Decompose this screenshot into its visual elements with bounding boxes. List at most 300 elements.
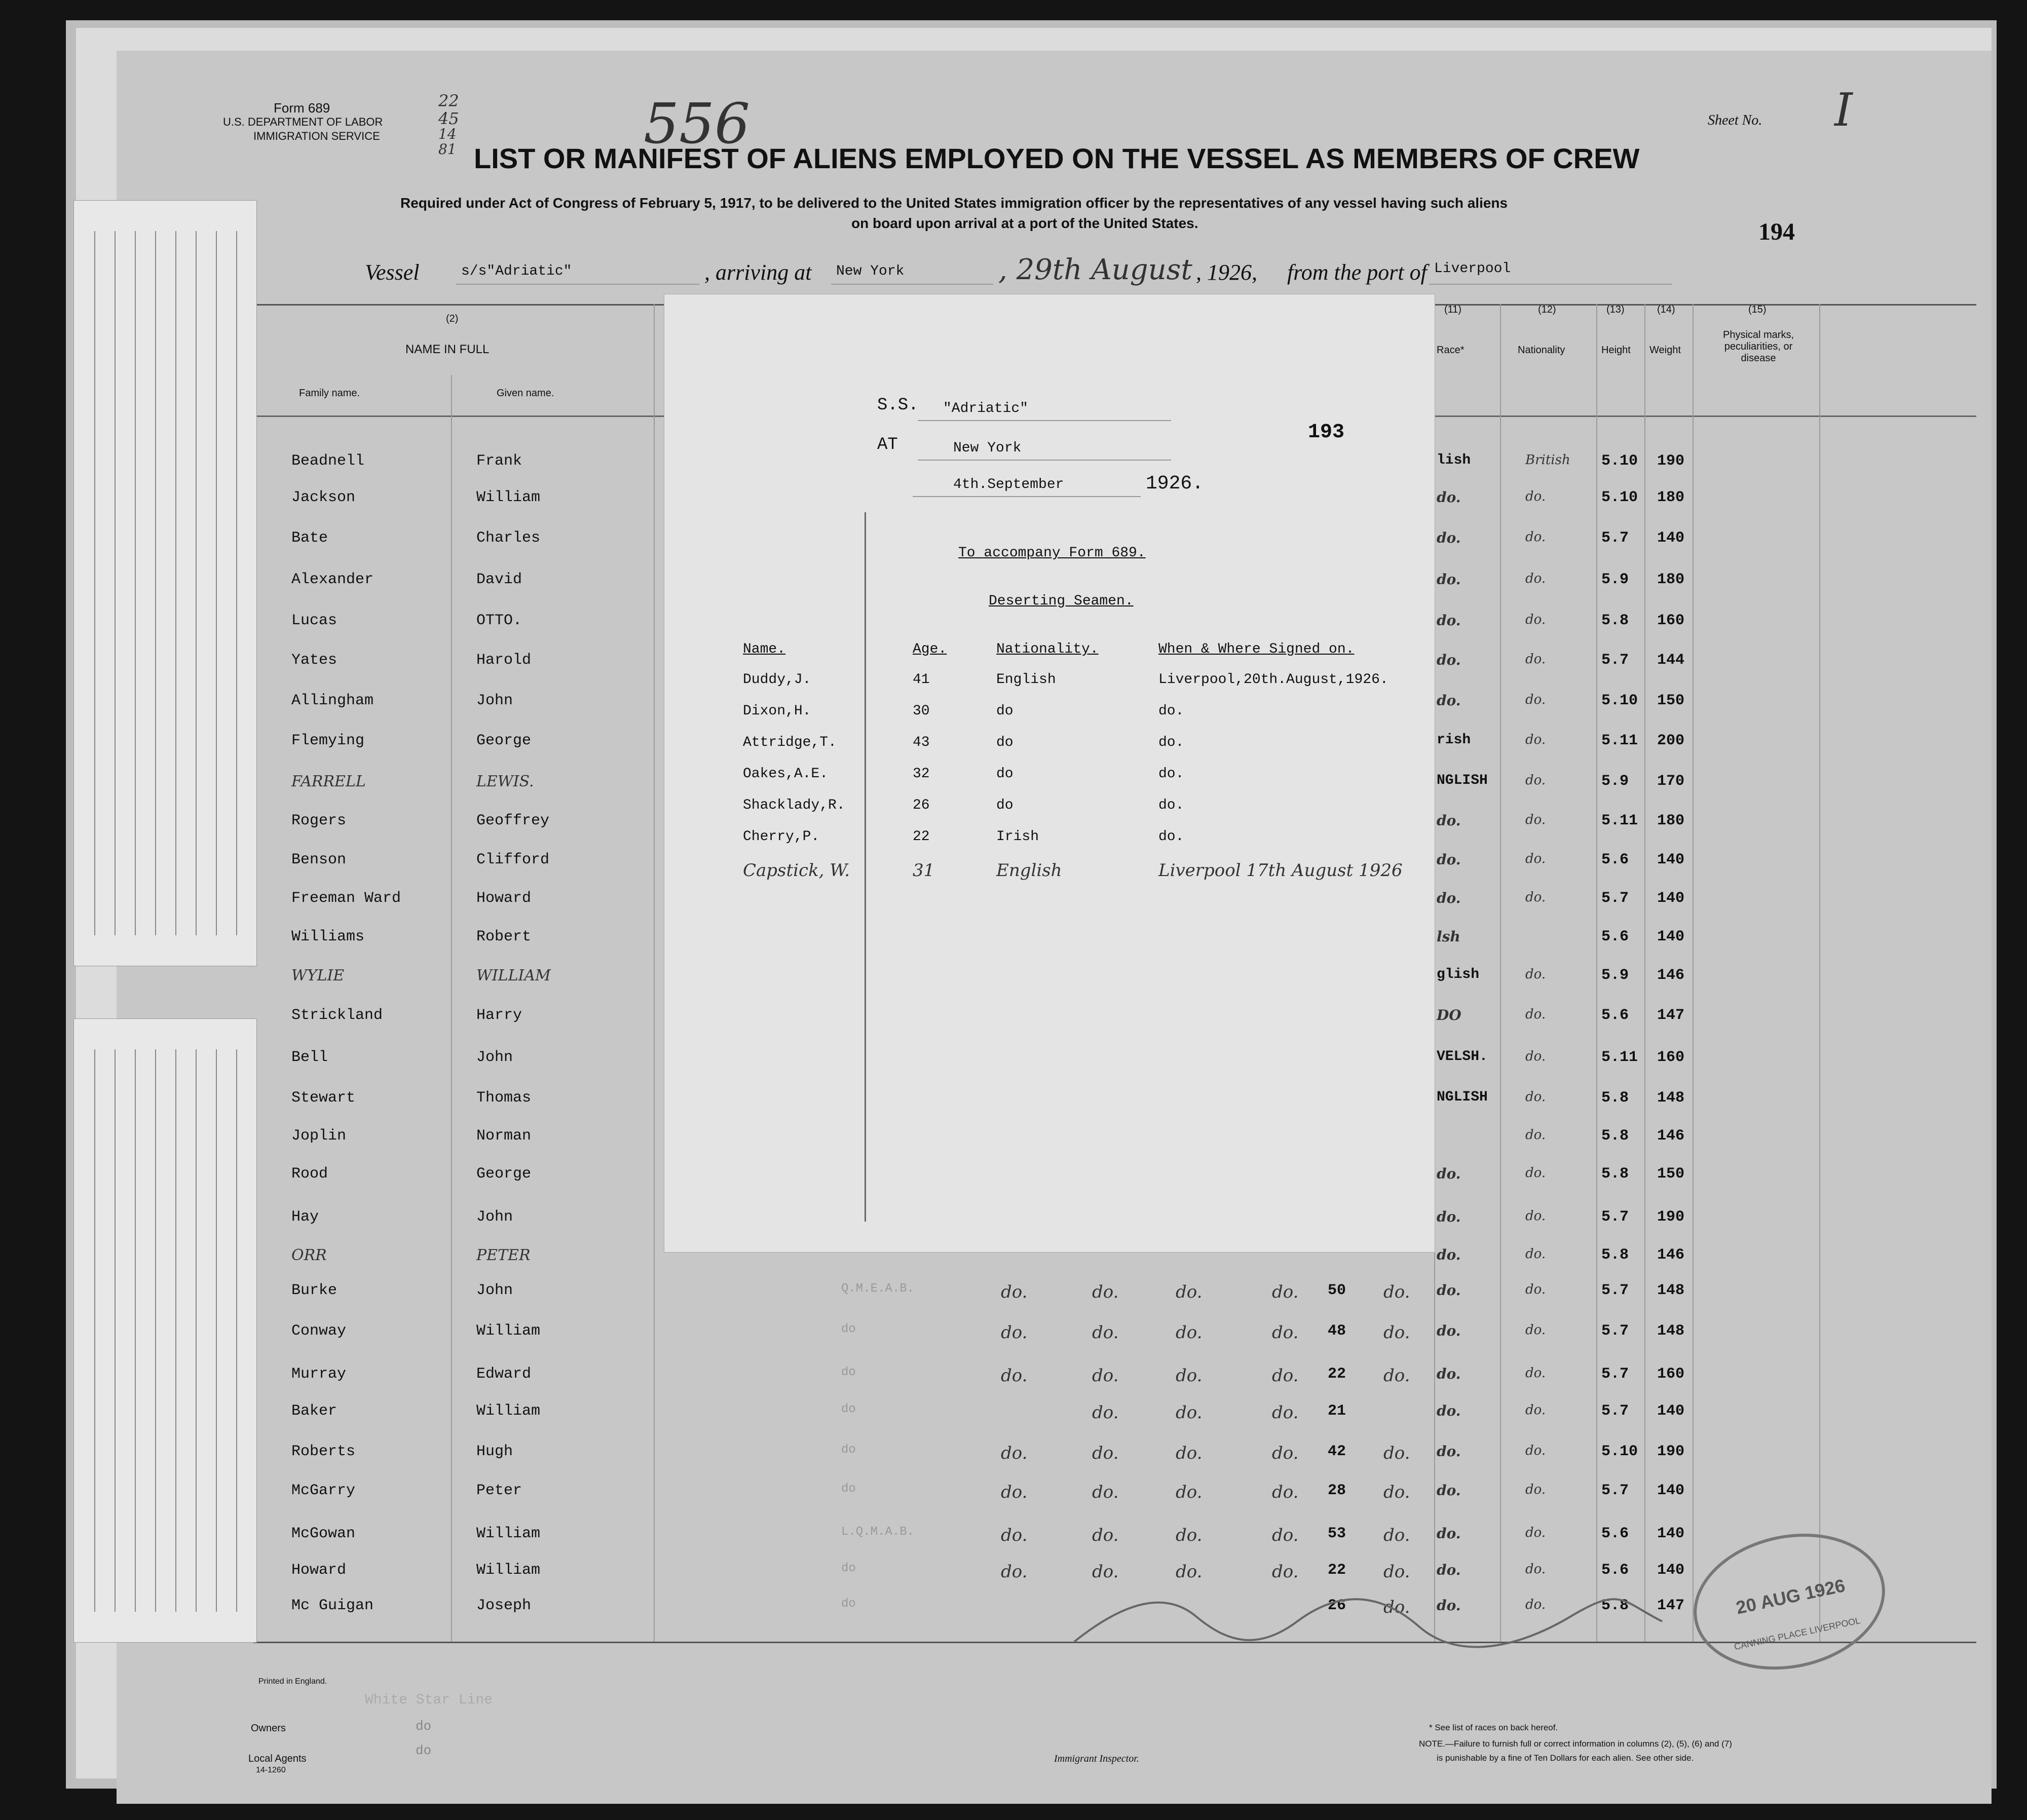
crew-family-name: Yates: [291, 652, 337, 669]
crew-height: 5.10: [1601, 692, 1638, 709]
slip-row-age: 31: [913, 860, 935, 881]
crew-position: L.Q.M.A.B.: [841, 1525, 915, 1539]
crew-weight: 147: [1657, 1007, 1685, 1024]
crew-nationality: do.: [1525, 1443, 1546, 1458]
slip-row-age: 43: [913, 735, 930, 750]
crew-shipped-date: do.: [1092, 1525, 1119, 1545]
crew-height: 5.8: [1601, 1246, 1629, 1264]
col-13-number: (13): [1606, 304, 1625, 315]
crew-race: do.: [1437, 1402, 1461, 1419]
crew-race: do.: [1437, 1562, 1461, 1578]
crew-height: 5.7: [1601, 1482, 1629, 1499]
slip-row-nationality: do: [996, 703, 1014, 719]
slip-number: 193: [1308, 421, 1345, 444]
agents-label: Local Agents: [248, 1753, 307, 1764]
crew-nationality: do.: [1525, 1246, 1546, 1262]
crew-column-8: do.: [1272, 1482, 1299, 1502]
slip-row-nationality: English: [996, 860, 1062, 881]
crew-nationality: do.: [1525, 612, 1546, 627]
vessel-label: Vessel: [365, 260, 420, 285]
crew-nationality: do.: [1525, 1402, 1546, 1418]
slip-row-when: do.: [1158, 798, 1184, 813]
crew-weight: 200: [1657, 732, 1685, 749]
crew-weight: 148: [1657, 1089, 1685, 1107]
crew-weight: 160: [1657, 612, 1685, 629]
left-folded-strip: [73, 200, 257, 966]
col-weight-header: Weight: [1649, 345, 1681, 356]
crew-weight: 160: [1657, 1049, 1685, 1066]
slip-row-name: Cherry,P.: [743, 829, 820, 845]
slip-row-name: Capstick, W.: [743, 860, 850, 881]
sheet-value: I: [1834, 84, 1853, 137]
crew-nationality: do.: [1525, 1089, 1546, 1105]
crew-position: do: [841, 1366, 856, 1379]
pencil-note-2: 45: [438, 109, 459, 128]
slip-heading: Deserting Seamen.: [989, 593, 1134, 609]
crew-height: 5.6: [1601, 1525, 1629, 1542]
crew-race: do.: [1437, 1443, 1461, 1460]
crew-shipped-date: do.: [1092, 1366, 1119, 1386]
crew-shipped-place: do.: [1001, 1482, 1028, 1502]
crew-given-name: Peter: [476, 1482, 522, 1499]
crew-weight: 146: [1657, 1127, 1685, 1145]
crew-column-10: do.: [1383, 1597, 1410, 1617]
col-11-number: (11): [1444, 304, 1462, 315]
service: IMMIGRATION SERVICE: [253, 130, 380, 142]
crew-height: 5.10: [1601, 452, 1638, 470]
crew-weight: 140: [1657, 890, 1685, 907]
arriving-label: , arriving at: [704, 260, 812, 285]
crew-position: do: [841, 1562, 856, 1575]
crew-column-10: do.: [1383, 1322, 1410, 1343]
crew-race: do.: [1437, 652, 1461, 668]
crew-race: do.: [1437, 1208, 1461, 1225]
crew-family-name: Beadnell: [291, 452, 365, 470]
crew-weight: 140: [1657, 851, 1685, 868]
crew-family-name: Joplin: [291, 1127, 347, 1145]
agent-do: do: [416, 1743, 432, 1758]
crew-nationality: do.: [1525, 890, 1546, 905]
owner-value: White Star Line: [365, 1692, 493, 1708]
slip-row-name: Dixon,H.: [743, 703, 811, 719]
crew-given-name: William: [476, 1562, 541, 1579]
crew-nationality: do.: [1525, 1322, 1546, 1338]
crew-column-8: do.: [1272, 1562, 1299, 1582]
crew-family-name: Rood: [291, 1165, 328, 1183]
crew-weight: 150: [1657, 1165, 1685, 1183]
form-code: 14-1260: [256, 1766, 286, 1774]
crew-weight: 160: [1657, 1366, 1685, 1383]
crew-race: do.: [1437, 692, 1461, 709]
crew-family-name: Mc Guigan: [291, 1597, 374, 1614]
crew-column-7: do.: [1176, 1562, 1203, 1582]
crew-column-10: do.: [1383, 1525, 1410, 1545]
col-12-number: (12): [1538, 304, 1556, 315]
stamp-label: CANNING PLACE LIVERPOOL: [1733, 1615, 1861, 1652]
slip-row-when: do.: [1158, 829, 1184, 845]
crew-family-name: Hay: [291, 1208, 319, 1226]
crew-column-8: do.: [1272, 1525, 1299, 1545]
crew-family-name: Benson: [291, 851, 347, 868]
arrival-year: , 1926,: [1196, 260, 1257, 285]
crew-nationality: do.: [1525, 1597, 1546, 1612]
slip-at-label: AT: [877, 435, 898, 454]
crew-position: do: [841, 1482, 856, 1496]
crew-given-name: William: [476, 1525, 541, 1542]
slip-row-age: 26: [913, 798, 930, 813]
col-family-header: Family name.: [299, 388, 360, 399]
crew-race: do.: [1437, 1246, 1461, 1263]
crew-race: do.: [1437, 571, 1461, 588]
races-note: * See list of races on back hereof.: [1429, 1723, 1558, 1732]
crew-race: lsh: [1437, 928, 1460, 945]
port-value: Liverpool: [1434, 261, 1511, 277]
slip-row-when: do.: [1158, 735, 1184, 750]
crew-race: do.: [1437, 529, 1461, 546]
crew-position: do: [841, 1402, 856, 1416]
crew-nationality: do.: [1525, 692, 1546, 707]
crew-given-name: WILLIAM: [476, 967, 551, 984]
crew-column-7: do.: [1176, 1366, 1203, 1386]
crew-family-name: FARRELL: [291, 773, 366, 790]
crew-family-name: Flemying: [291, 732, 365, 749]
form-subtitle-1: Required under Act of Congress of February 5, 1917, to be delivered to the United States immigration officer by the representatives of any vessel having such aliens: [400, 195, 1508, 211]
crew-shipped-date: do.: [1092, 1562, 1119, 1582]
crew-nationality: do.: [1525, 529, 1546, 545]
crew-height: 5.8: [1601, 1165, 1629, 1183]
crew-weight: 190: [1657, 452, 1685, 470]
crew-given-name: Charles: [476, 529, 541, 547]
slip-row-name: Shacklady,R.: [743, 798, 845, 813]
crew-weight: 146: [1657, 967, 1685, 984]
crew-age: 48: [1328, 1322, 1346, 1340]
crew-given-name: LEWIS.: [476, 773, 534, 790]
slip-accompany: To accompany Form 689.: [958, 545, 1146, 561]
crew-height: 5.9: [1601, 571, 1629, 588]
crew-column-10: do.: [1383, 1366, 1410, 1386]
form-number: Form 689: [274, 100, 330, 116]
crew-shipped-date: do.: [1092, 1402, 1119, 1423]
crew-column-8: do.: [1272, 1282, 1299, 1302]
crew-height: 5.8: [1601, 1089, 1629, 1107]
crew-nationality: do.: [1525, 1525, 1546, 1540]
slip-row-age: 41: [913, 672, 930, 688]
crew-family-name: McGowan: [291, 1525, 356, 1542]
crew-given-name: George: [476, 732, 532, 749]
crew-race: NGLISH: [1437, 1089, 1488, 1105]
crew-age: 28: [1328, 1482, 1346, 1499]
crew-race: do.: [1437, 1366, 1461, 1382]
crew-age: 21: [1328, 1402, 1346, 1420]
slip-row-nationality: English: [996, 672, 1056, 688]
crew-nationality: do.: [1525, 732, 1546, 747]
crew-race: do.: [1437, 1322, 1461, 1339]
crew-given-name: William: [476, 489, 541, 506]
crew-column-7: do.: [1176, 1402, 1203, 1423]
crew-given-name: David: [476, 571, 522, 588]
crew-age: 42: [1328, 1443, 1346, 1460]
crew-race: do.: [1437, 812, 1461, 829]
crew-race: do.: [1437, 612, 1461, 629]
crew-family-name: Lucas: [291, 612, 337, 629]
crew-family-name: Freeman Ward: [291, 890, 401, 907]
crew-shipped-place: do.: [1001, 1366, 1028, 1386]
crew-race: do.: [1437, 1525, 1461, 1542]
slip-row-when: do.: [1158, 703, 1184, 719]
crew-weight: 148: [1657, 1322, 1685, 1340]
col-race-header: Race*: [1437, 345, 1465, 356]
crew-nationality: do.: [1525, 489, 1546, 504]
crew-column-7: do.: [1176, 1443, 1203, 1463]
slip-row-age: 32: [913, 766, 930, 782]
crew-nationality: do.: [1525, 773, 1546, 788]
crew-nationality: do.: [1525, 571, 1546, 586]
crew-column-7: do.: [1176, 1482, 1203, 1502]
crew-nationality: do.: [1525, 652, 1546, 667]
crew-height: 5.9: [1601, 773, 1629, 790]
crew-nationality: do.: [1525, 1562, 1546, 1577]
crew-race: VELSH.: [1437, 1049, 1488, 1065]
crew-family-name: Allingham: [291, 692, 374, 709]
crew-race: do.: [1437, 1282, 1461, 1299]
crew-given-name: John: [476, 1049, 513, 1066]
slip-row-when: do.: [1158, 766, 1184, 782]
crew-family-name: Williams: [291, 928, 365, 945]
left-folded-strip-lower: [73, 1018, 257, 1643]
crew-column-10: do.: [1383, 1562, 1410, 1582]
crew-column-7: do.: [1176, 1322, 1203, 1343]
arrival-date: , 29th August: [998, 253, 1192, 286]
crew-nationality: do.: [1525, 1208, 1546, 1224]
crew-shipped-place: do.: [1001, 1322, 1028, 1343]
crew-nationality: do.: [1525, 1049, 1546, 1064]
fine-note-2: is punishable by a fine of Ten Dollars for each alien. See other side.: [1437, 1753, 1694, 1763]
fine-note-1: NOTE.—Failure to furnish full or correct information in columns (2), (5), (6) and (7): [1419, 1739, 1732, 1749]
crew-height: 5.10: [1601, 1443, 1638, 1460]
crew-nationality: do.: [1525, 812, 1546, 827]
crew-nationality: do.: [1525, 1165, 1546, 1181]
crew-position: do: [841, 1322, 856, 1336]
slip-row-name: Oakes,A.E.: [743, 766, 829, 782]
crew-height: 5.8: [1601, 612, 1629, 629]
col-14-number: (14): [1657, 304, 1675, 315]
crew-column-8: do.: [1272, 1366, 1299, 1386]
col-physical-header: Physical marks, peculiarities, or disease: [1722, 329, 1794, 364]
crew-column-8: do.: [1272, 1443, 1299, 1463]
crew-given-name: Robert: [476, 928, 532, 945]
crew-race: lish: [1437, 452, 1471, 468]
crew-given-name: George: [476, 1165, 532, 1183]
crew-given-name: Edward: [476, 1366, 532, 1383]
crew-column-10: do.: [1383, 1443, 1410, 1463]
crew-position: Q.M.E.A.B.: [841, 1282, 915, 1296]
crew-family-name: Strickland: [291, 1007, 383, 1024]
crew-given-name: John: [476, 1282, 513, 1299]
crew-weight: 170: [1657, 773, 1685, 790]
crew-race: do.: [1437, 851, 1461, 868]
port-label: from the port of: [1287, 260, 1427, 285]
form-subtitle-2: on board upon arrival at a port of the United States.: [851, 215, 1198, 231]
crew-family-name: WYLIE: [291, 967, 345, 984]
crew-column-8: do.: [1272, 1322, 1299, 1343]
slip-row-nationality: do: [996, 735, 1014, 750]
crew-nationality: do.: [1525, 1282, 1546, 1297]
crew-family-name: Jackson: [291, 489, 356, 506]
crew-given-name: Hugh: [476, 1443, 513, 1460]
crew-race: NGLISH: [1437, 773, 1488, 788]
crew-weight: 180: [1657, 489, 1685, 506]
crew-height: 5.10: [1601, 489, 1638, 506]
crew-race: do.: [1437, 1597, 1461, 1614]
crew-nationality: do.: [1525, 1482, 1546, 1497]
crew-given-name: Norman: [476, 1127, 532, 1145]
crew-given-name: William: [476, 1402, 541, 1420]
crew-weight: 140: [1657, 1402, 1685, 1420]
crew-nationality: do.: [1525, 967, 1546, 982]
crew-height: 5.7: [1601, 1322, 1629, 1340]
crew-weight: 140: [1657, 1482, 1685, 1499]
crew-family-name: Baker: [291, 1402, 337, 1420]
crew-family-name: Stewart: [291, 1089, 356, 1107]
slip-col-when: When & Where Signed on.: [1158, 641, 1355, 657]
crew-height: 5.8: [1601, 1127, 1629, 1145]
col-name-header: NAME IN FULL: [405, 343, 490, 356]
crew-race: glish: [1437, 967, 1480, 982]
printed-note: Printed in England.: [258, 1677, 327, 1686]
officer-signature: [1064, 1571, 1672, 1662]
crew-height: 5.11: [1601, 1049, 1638, 1066]
arriving-value: New York: [836, 263, 905, 279]
crew-given-name: John: [476, 1208, 513, 1226]
crew-family-name: Alexander: [291, 571, 374, 588]
crew-given-name: Joseph: [476, 1597, 532, 1614]
crew-given-name: William: [476, 1322, 541, 1340]
slip-row-nationality: Irish: [996, 829, 1039, 845]
slip-row-name: Attridge,T.: [743, 735, 837, 750]
crew-height: 5.6: [1601, 928, 1629, 945]
slip-year: 1926.: [1146, 473, 1204, 495]
crew-height: 5.6: [1601, 851, 1629, 868]
slip-row-nationality: do: [996, 798, 1014, 813]
crew-weight: 140: [1657, 1562, 1685, 1579]
crew-height: 5.8: [1601, 1597, 1629, 1614]
crew-race: rish: [1437, 732, 1471, 748]
owner-do: do: [416, 1719, 432, 1734]
slip-row-age: 22: [913, 829, 930, 845]
stamped-number: 194: [1758, 218, 1795, 245]
crew-height: 5.7: [1601, 890, 1629, 907]
crew-weight: 140: [1657, 529, 1685, 547]
crew-given-name: Thomas: [476, 1089, 532, 1107]
crew-height: 5.6: [1601, 1007, 1629, 1024]
crew-weight: 190: [1657, 1208, 1685, 1226]
crew-nationality: do.: [1525, 1366, 1546, 1381]
crew-family-name: Bate: [291, 529, 328, 547]
crew-race: do.: [1437, 1165, 1461, 1182]
crew-family-name: Bell: [291, 1049, 328, 1066]
sheet-label: Sheet No.: [1708, 112, 1762, 128]
owners-label: Owners: [251, 1723, 286, 1734]
crew-age: 53: [1328, 1525, 1346, 1542]
crew-height: 5.7: [1601, 529, 1629, 547]
crew-height: 5.7: [1601, 1402, 1629, 1420]
crew-column-10: do.: [1383, 1482, 1410, 1502]
crew-weight: 140: [1657, 1525, 1685, 1542]
crew-given-name: Geoffrey: [476, 812, 550, 829]
pencil-note-3: 14: [438, 126, 457, 142]
crew-family-name: Rogers: [291, 812, 347, 829]
crew-nationality: do.: [1525, 851, 1546, 866]
crew-weight: 180: [1657, 812, 1685, 829]
crew-age: 22: [1328, 1366, 1346, 1383]
deserting-seamen-slip: [664, 294, 1435, 1253]
slip-col-age: Age.: [913, 641, 947, 657]
crew-weight: 180: [1657, 571, 1685, 588]
department: U.S. DEPARTMENT OF LABOR: [223, 116, 383, 128]
crew-weight: 144: [1657, 652, 1685, 669]
slip-col-nationality: Nationality.: [996, 641, 1099, 657]
slip-row-age: 30: [913, 703, 930, 719]
crew-race: do.: [1437, 890, 1461, 906]
slip-ss-label: S.S.: [877, 396, 919, 415]
col-given-header: Given name.: [497, 388, 554, 399]
crew-family-name: McGarry: [291, 1482, 356, 1499]
crew-shipped-date: do.: [1092, 1443, 1119, 1463]
inspector-label: Immigrant Inspector.: [1054, 1753, 1139, 1764]
crew-height: 5.9: [1601, 967, 1629, 984]
crew-given-name: Harold: [476, 652, 532, 669]
col-15-number: (15): [1748, 304, 1767, 315]
crew-given-name: Frank: [476, 452, 522, 470]
crew-position: do: [841, 1597, 856, 1611]
slip-col-name: Name.: [743, 641, 786, 657]
slip-ss-value: "Adriatic": [943, 401, 1029, 416]
crew-given-name: Harry: [476, 1007, 522, 1024]
slip-row-when: Liverpool,20th.August,1926.: [1158, 672, 1388, 688]
page-number: 556: [644, 91, 750, 156]
crew-shipped-place: do.: [1001, 1525, 1028, 1545]
crew-given-name: PETER: [476, 1246, 531, 1264]
slip-row-when: Liverpool 17th August 1926: [1158, 860, 1403, 881]
crew-height: 5.7: [1601, 1366, 1629, 1383]
col-nationality-header: Nationality: [1518, 345, 1565, 356]
stamp-date: 20 AUG 1926: [1734, 1574, 1847, 1618]
crew-age: 50: [1328, 1282, 1346, 1299]
crew-weight: 150: [1657, 692, 1685, 709]
crew-nationality: British: [1525, 452, 1570, 468]
crew-height: 5.11: [1601, 812, 1638, 829]
crew-height: 5.7: [1601, 1282, 1629, 1299]
crew-weight: 147: [1657, 1597, 1685, 1614]
crew-weight: 148: [1657, 1282, 1685, 1299]
crew-column-10: do.: [1383, 1282, 1410, 1302]
crew-race: do.: [1437, 489, 1461, 506]
crew-shipped-place: do.: [1001, 1443, 1028, 1463]
pencil-note-1: 22: [438, 91, 459, 110]
slip-row-nationality: do: [996, 766, 1014, 782]
crew-age: 22: [1328, 1562, 1346, 1579]
crew-given-name: Clifford: [476, 851, 550, 868]
crew-given-name: Howard: [476, 890, 532, 907]
slip-date: 4th.September: [953, 477, 1064, 492]
crew-weight: 190: [1657, 1443, 1685, 1460]
crew-family-name: Roberts: [291, 1443, 356, 1460]
col-2-number: (2): [446, 313, 459, 324]
crew-height: 5.7: [1601, 652, 1629, 669]
crew-column-7: do.: [1176, 1282, 1203, 1302]
crew-height: 5.7: [1601, 1208, 1629, 1226]
crew-family-name: Conway: [291, 1322, 347, 1340]
